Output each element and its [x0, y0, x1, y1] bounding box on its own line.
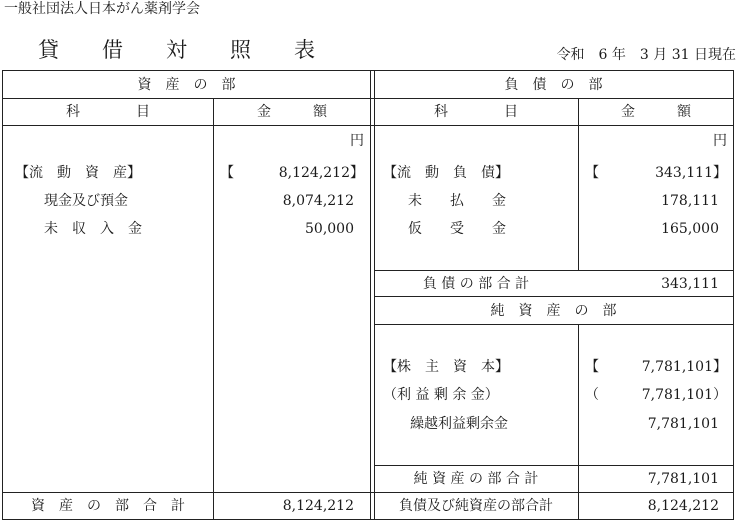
liab-total-top-line	[374, 270, 733, 271]
balance-sheet-table	[2, 70, 734, 520]
net-assets-total-top-line	[374, 465, 733, 466]
liability-item-label: 仮 受 金	[408, 221, 506, 237]
title-char: 貸	[38, 38, 59, 62]
asset-item-label: 未 収 入 金	[44, 221, 142, 237]
carried-forward-earnings-label: 繰越利益剰余金	[410, 416, 508, 432]
liabilities-and-net-assets-total-label: 負債及び純資産の部合計	[399, 498, 553, 514]
title-char: 照	[230, 38, 251, 62]
asset-item-label: 現金及び預金	[44, 193, 128, 209]
liab-unit-label: 円	[713, 133, 727, 149]
current-liabilities-value: 343,111】	[655, 165, 727, 181]
asset-item-value: 50,000	[305, 221, 354, 237]
shareholders-equity-open-bracket: 【	[585, 359, 599, 375]
assets-amount-column-header: 金 額	[257, 104, 327, 120]
shareholders-equity-value: 7,781,101】	[641, 359, 727, 375]
net-assets-section-header: 純 資 産 の 部	[490, 303, 617, 319]
assets-amount-divider	[213, 98, 214, 519]
liabilities-and-net-assets-total-value: 8,124,212	[647, 498, 719, 514]
column-header-divider	[3, 125, 733, 126]
liabilities-total-label: 負 債 の 部 合 計	[422, 276, 530, 292]
header-divider	[3, 98, 733, 99]
assets-section-header: 資 産 の 部	[137, 77, 236, 93]
current-liabilities-label: 【流 動 負 債】	[383, 165, 509, 181]
current-assets-value: 8,124,212】	[278, 165, 364, 181]
assets-total-label: 資 産 の 部 合 計	[31, 498, 185, 514]
document-title	[38, 40, 358, 61]
asset-item-value: 8,074,212	[282, 193, 354, 209]
liab-amount-column-header: 金 額	[621, 104, 691, 120]
title-char: 対	[166, 38, 187, 62]
current-assets-open-bracket: 【	[220, 165, 234, 181]
assets-item-column-header: 科 目	[66, 104, 150, 120]
assets-unit-label: 円	[350, 133, 364, 149]
liability-item-label: 未 払 金	[408, 193, 506, 209]
carried-forward-earnings-value: 7,781,101	[647, 416, 719, 432]
assets-total-value: 8,124,212	[282, 498, 354, 514]
net-assets-header-top-line	[374, 296, 733, 297]
title-char: 借	[102, 38, 123, 62]
liab-item-column-header: 科 目	[434, 104, 518, 120]
title-char: 表	[294, 38, 315, 62]
retained-earnings-label: （利 益 剰 余 金）	[383, 387, 499, 403]
center-double-divider	[370, 71, 375, 519]
liability-item-value: 165,000	[661, 221, 719, 237]
liabilities-section-header: 負 債 の 部	[504, 77, 603, 93]
grand-total-top-line	[3, 492, 733, 493]
liab-amount-divider-upper	[578, 98, 579, 270]
retained-earnings-open-paren: （	[585, 387, 599, 403]
retained-earnings-value: 7,781,101）	[641, 387, 727, 403]
current-assets-label: 【流 動 資 産】	[15, 165, 141, 181]
net-assets-header-bottom-line	[374, 324, 733, 325]
liability-item-value: 178,111	[661, 193, 719, 209]
liabilities-total-value: 343,111	[661, 276, 719, 292]
net-assets-total-label: 純 資 産 の 部 合 計	[413, 471, 539, 487]
organization-name: 一般社団法人日本がん薬剤学会	[4, 1, 200, 17]
as-of-date: 令和 6 年 3 月 31 日現在	[556, 47, 736, 63]
current-liabilities-open-bracket: 【	[585, 165, 599, 181]
net-assets-total-value: 7,781,101	[647, 471, 719, 487]
shareholders-equity-label: 【株 主 資 本】	[383, 359, 509, 375]
